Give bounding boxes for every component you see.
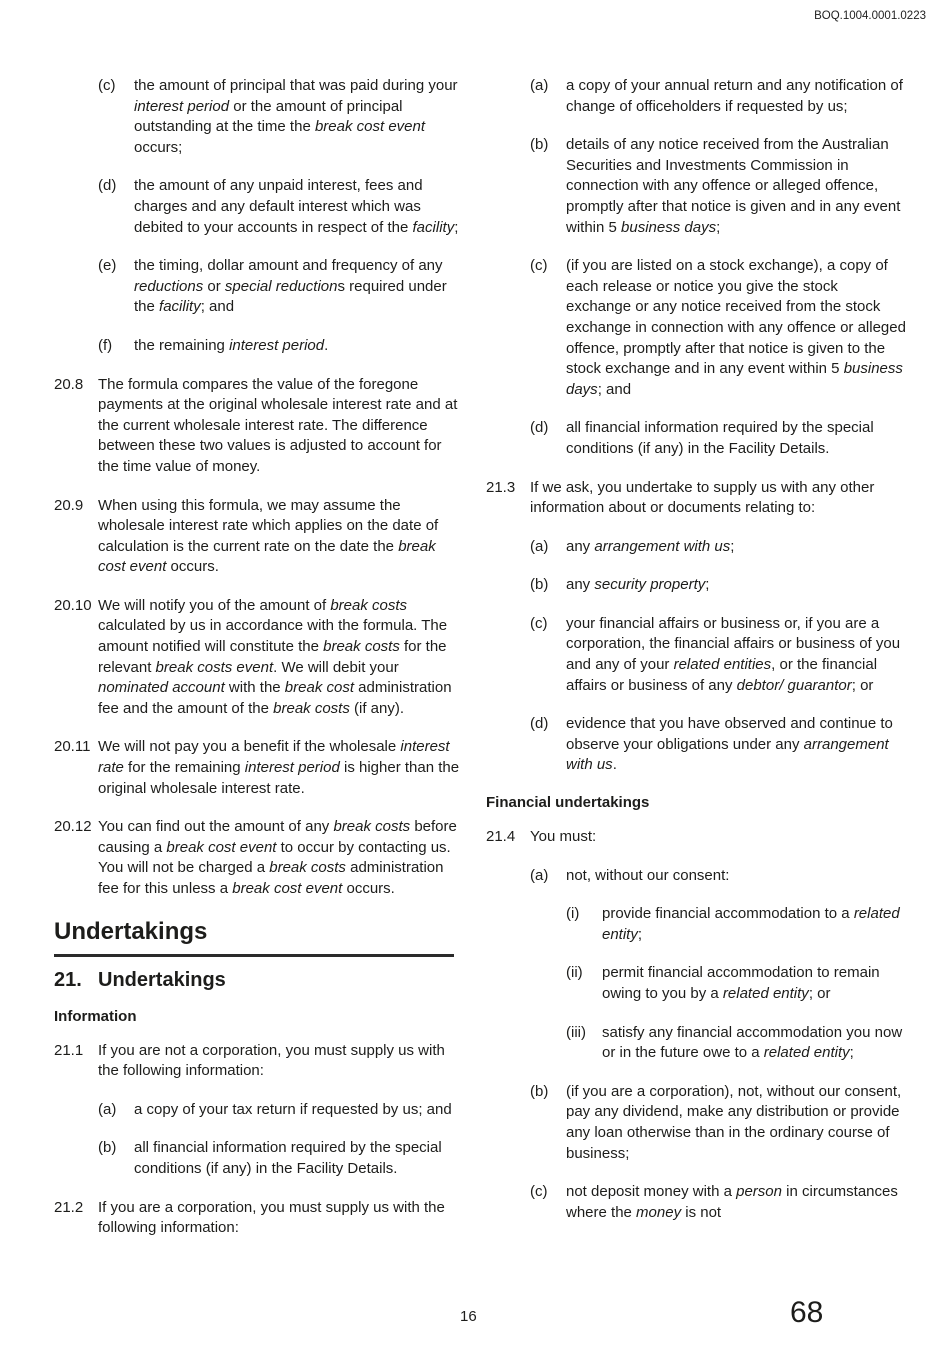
clause-heading: [54, 969, 464, 992]
item-text: the amount of principal that was paid during your interest period or the amount of principal outstanding at the time the break cost event occurs;: [134, 77, 458, 156]
item-label: 20.12: [54, 818, 92, 836]
item-label: (b): [530, 1082, 549, 1100]
clause-21-4-rest: [486, 1082, 906, 1224]
document-page-number: 68: [790, 1296, 824, 1329]
list-item: [566, 963, 906, 1004]
clause-21-1: [54, 1041, 464, 1082]
item-label: (iii): [566, 1023, 586, 1041]
item-text: a copy of your tax return if requested by us; and: [134, 1100, 452, 1118]
clause-21-4-a-items: [486, 904, 906, 1064]
list-item: [54, 496, 464, 578]
list-item: [98, 176, 464, 238]
clauses-20: [54, 375, 464, 900]
item-text: details of any notice received from the Australian Securities and Investments Commission in connection with any offence or alleged offence, promptly after that notice is given and in any event within 5 business days;: [566, 136, 901, 236]
list-item: [530, 575, 906, 596]
item-text: any security property;: [566, 576, 710, 594]
item-text: provide financial accommodation to a related entity;: [602, 905, 900, 943]
list-item: [530, 714, 906, 776]
item-label: (a): [530, 537, 549, 555]
clause-21-2: [54, 1198, 464, 1239]
item-label: (i): [566, 905, 580, 923]
item-text: not, without our consent:: [566, 866, 730, 884]
left-column: [54, 76, 464, 1257]
page-number: 16: [460, 1308, 477, 1325]
item-text: We will not pay you a benefit if the wholesale interest rate for the remaining interest period is higher than the original wholesale interest rate.: [98, 738, 460, 797]
item-text: all financial information required by the special conditions (if any) in the Facility Details.: [134, 1139, 442, 1177]
clause-num: 21.3: [486, 478, 516, 496]
list-item: [530, 1182, 906, 1223]
clause-heading-text: Undertakings: [98, 968, 226, 991]
item-label: (b): [530, 576, 549, 594]
list-item: [54, 817, 464, 899]
clause-num: 21.2: [54, 1198, 84, 1216]
item-label: (c): [530, 614, 548, 632]
clause-text: If you are not a corporation, you must supply us with the following information:: [98, 1041, 445, 1080]
item-text: satisfy any financial accommodation you now or in the future owe to a related entity;: [602, 1023, 903, 1062]
item-text: the amount of any unpaid interest, fees and charges and any default interest which was debited to your accounts in respect of the facility;: [134, 177, 459, 236]
item-text: evidence that you have observed and continue to observe your obligations under any arrangement with us.: [566, 715, 893, 774]
item-text: We will notify you of the amount of break costs calculated by us in accordance with the formula. The amount notified will constitute the break costs for the relevant break costs event. We will debit your nominated account with the break cost administration fee and the amount of the break costs (if any).: [98, 596, 452, 717]
item-label: (ii): [566, 964, 583, 982]
list-item: [530, 256, 906, 400]
clause-21-3-items: [486, 537, 906, 776]
list-item: [98, 76, 464, 158]
item-text: the remaining interest period.: [134, 336, 329, 354]
item-text: (if you are listed on a stock exchange), a copy of each release or notice you give the stock exchange or any notice received from the stock exchange in connection with any offence or alleged offence, promptly after that notice is given to the stock exchange and in any event within 5 business days; and: [566, 257, 906, 398]
list-item: [530, 135, 906, 238]
item-text: all financial information required by the special conditions (if any) in the Facility Details.: [566, 419, 874, 457]
clause-21-2-items: [486, 76, 906, 460]
section-heading: Undertakings: [54, 918, 454, 957]
item-label: (e): [98, 257, 117, 275]
item-text: The formula compares the value of the foregone payments at the original wholesale interest rate and at the current wholesale interest rate. The difference between these two values is adjusted to account for the time value of money.: [98, 375, 458, 475]
clause-heading-num: 21.: [54, 968, 82, 991]
document-id: BOQ.1004.0001.0223: [814, 10, 926, 22]
item-text: You can find out the amount of any break costs before causing a break cost event to occur by contacting us. You will not be charged a break costs administration fee for this unless a break cost event occurs.: [98, 818, 457, 897]
clause-num: 21.4: [486, 828, 516, 846]
list-item: [566, 1023, 906, 1064]
list-item: [54, 737, 464, 799]
clause-21-1-items: [54, 1100, 464, 1180]
list-item: [530, 76, 906, 117]
item-label: 20.9: [54, 496, 84, 514]
item-text: (if you are a corporation), not, without our consent, pay any dividend, make any distribution or provide any loan otherwise than in the ordinary course of business;: [566, 1082, 902, 1162]
clause-text: You must:: [530, 828, 597, 846]
list-item: [530, 1082, 906, 1164]
clause-21-3: [486, 478, 906, 519]
item-label: (c): [530, 257, 548, 275]
list-item: [98, 1138, 464, 1179]
item-text: the timing, dollar amount and frequency of any reductions or special reductions required under the facility; and: [134, 257, 447, 316]
item-text: a copy of your annual return and any notification of change of officeholders if requested by us;: [566, 77, 903, 115]
right-column: [486, 76, 906, 1241]
item-label: (d): [98, 177, 117, 195]
list-item: [566, 904, 906, 945]
item-label: 20.8: [54, 375, 84, 393]
item-label: (b): [98, 1139, 117, 1157]
clause-text: If you are a corporation, you must supply us with the following information:: [98, 1198, 445, 1237]
item-text: your financial affairs or business or, if you are a corporation, the financial affairs or business of you and any of your related entities, or the financial affairs or business of any debtor/ guarantor; or: [566, 614, 901, 694]
item-label: 20.10: [54, 596, 92, 614]
clause-num: 21.1: [54, 1041, 84, 1059]
item-label: (d): [530, 419, 549, 437]
list-item: [98, 336, 464, 357]
item-text: permit financial accommodation to remain owing to you by a related entity; or: [602, 964, 880, 1002]
list-items-c-f: [54, 76, 464, 357]
item-text: not deposit money with a person in circumstances where the money is not: [566, 1183, 898, 1221]
clause-21-4: [486, 827, 906, 848]
list-item: [530, 418, 906, 459]
item-text: When using this formula, we may assume the wholesale interest rate which applies on the date of calculation is the current rate on the date the break cost event occurs.: [98, 496, 439, 576]
item-label: (d): [530, 715, 549, 733]
item-text: any arrangement with us;: [566, 537, 735, 555]
item-label: (f): [98, 336, 113, 354]
item-label: (a): [530, 77, 549, 94]
list-item: [530, 537, 906, 558]
item-label: (b): [530, 136, 549, 154]
item-label: (a): [530, 866, 549, 884]
clause-21-4-a: [530, 866, 906, 887]
information-heading: Information: [54, 1007, 137, 1025]
item-label: (c): [98, 77, 116, 94]
list-item: [98, 256, 464, 318]
list-item: [54, 375, 464, 478]
list-item: [54, 596, 464, 720]
financial-undertakings-heading: Financial undertakings: [486, 794, 650, 812]
clause-text: If we ask, you undertake to supply us with any other information about or documents relating to:: [530, 478, 875, 517]
list-item: [530, 614, 906, 696]
list-item: [98, 1100, 464, 1121]
item-label: 20.11: [54, 738, 91, 756]
item-label: (a): [98, 1100, 117, 1118]
item-label: (c): [530, 1183, 548, 1201]
